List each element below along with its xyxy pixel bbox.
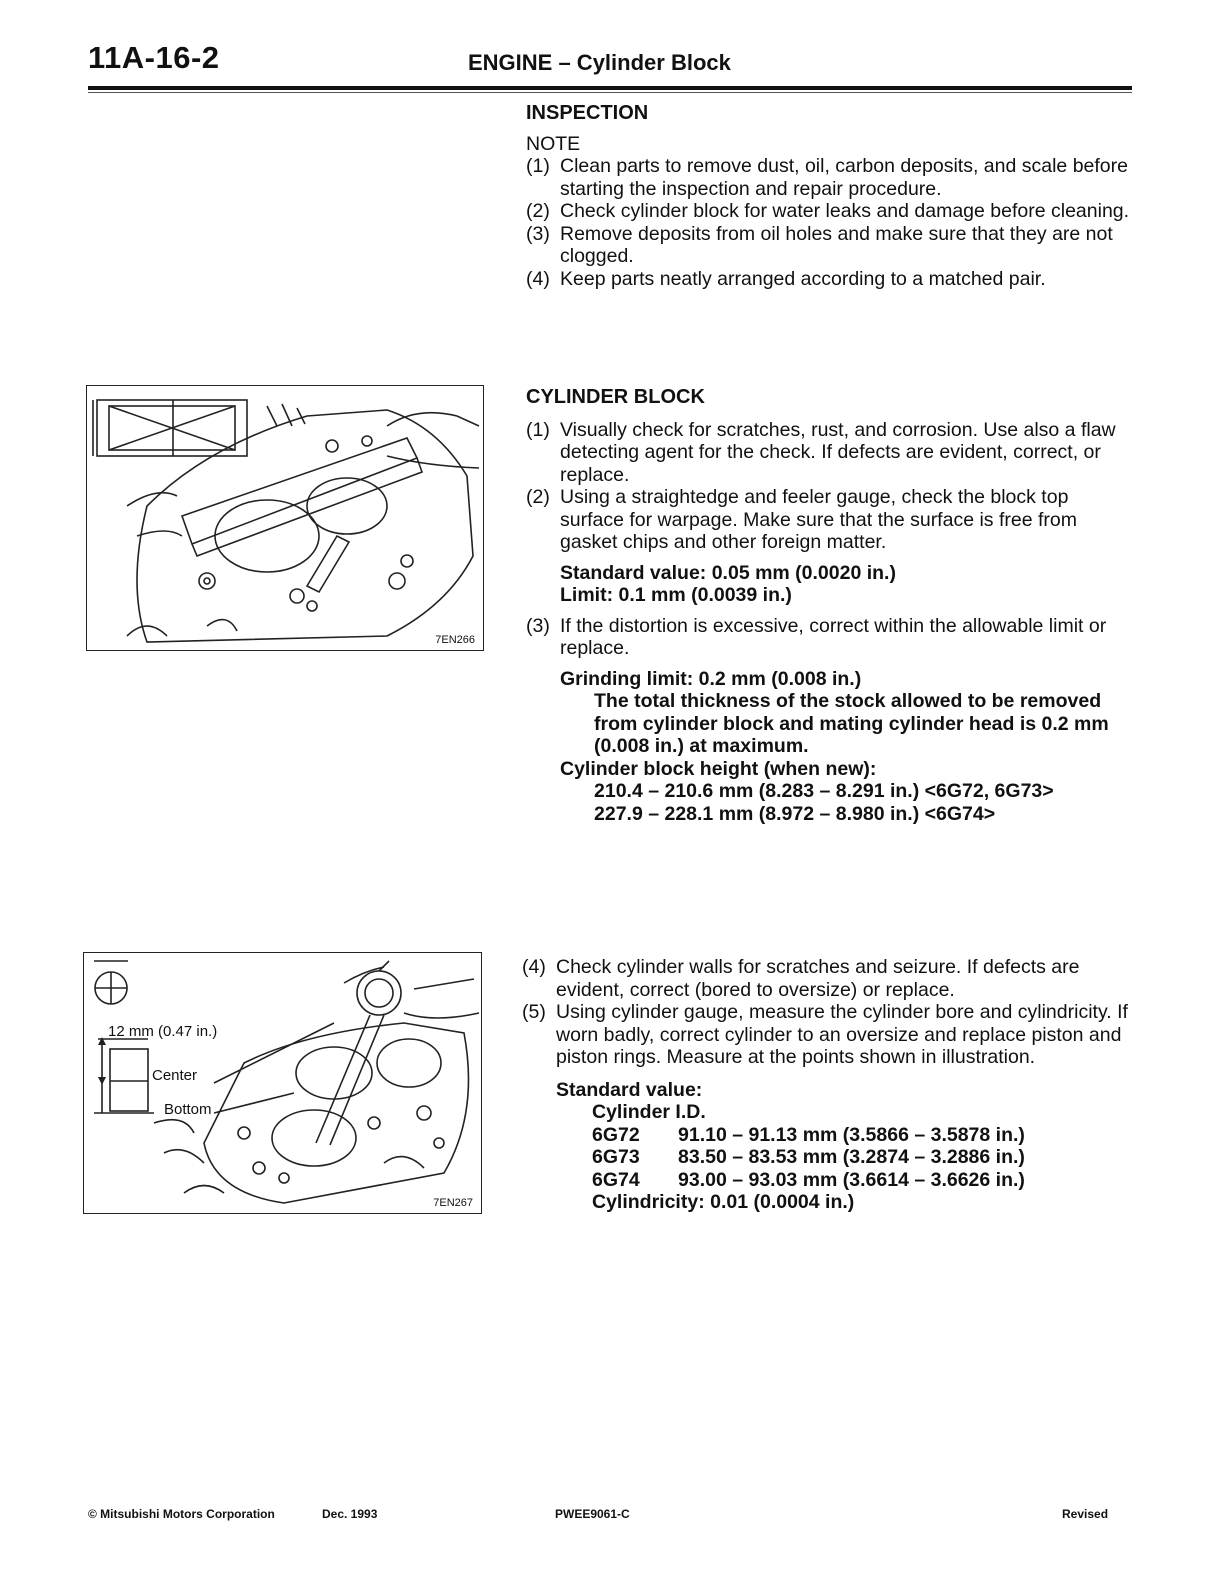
grinding-limit: Grinding limit: 0.2 mm (0.008 in.) <box>560 667 862 690</box>
height-value: 227.9 – 228.1 mm (8.972 – 8.980 in.) <6G74> <box>594 802 996 825</box>
inspection-heading: INSPECTION <box>526 102 649 124</box>
cylinder-walls-item: (5) Using cylinder gauge, measure the cylinder bore and cylindricity. If worn badly, correct cylinder to an oversize and replace piston and piston rings. Measure at the points shown in illustration. <box>522 1001 1128 1068</box>
cylinder-block-section <box>526 386 1130 825</box>
cylinder-gauge-illustration <box>84 953 481 1213</box>
figure-straightedge-check <box>86 385 484 651</box>
spec-row: 6G72 91.10 – 91.13 mm (3.5866 – 3.5878 in.) <box>592 1123 1025 1146</box>
inspection-item: (3) Remove deposits from oil holes and make sure that they are not clogged. <box>526 222 1113 267</box>
footer-status: Revised <box>1062 1507 1109 1521</box>
inspection-item: (4) Keep parts neatly arranged according to a matched pair. <box>526 267 1046 290</box>
cylinder-block-item: (1) Visually check for scratches, rust, and corrosion. Use also a flaw detecting agent for the check. If defects are evident, correct, or replace. <box>526 418 1116 486</box>
standard-value: Standard value: 0.05 mm (0.0020 in.) <box>560 561 896 584</box>
straightedge-illustration <box>87 386 483 650</box>
cylinder-walls-item: (4) Check cylinder walls for scratches and seizure. If defects are evident, correct (bored to oversize) or replace. <box>522 956 1080 1001</box>
standard-value-label: Standard value: <box>556 1078 703 1101</box>
figure-code: 7EN267 <box>433 1197 473 1209</box>
figure-cylinder-gauge <box>83 952 482 1214</box>
cylinder-id-label: Cylinder I.D. <box>592 1101 706 1123</box>
inspection-section <box>526 102 1130 290</box>
header-rule-thin <box>88 92 1132 93</box>
note-label: NOTE <box>526 132 581 155</box>
header-rule <box>88 86 1132 90</box>
inspection-item: (1) Clean parts to remove dust, oil, carbon deposits, and scale before starting the inspection and repair procedure. <box>526 155 1128 200</box>
cylinder-walls-section <box>522 956 1130 1214</box>
figure-code: 7EN266 <box>435 634 475 646</box>
footer-copyright: © Mitsubishi Motors Corporation <box>88 1507 275 1521</box>
cylinder-block-item: (2) Using a straightedge and feeler gauge, check the block top surface for warpage. Make sure that the surface is free from gasket chips and other foreign matter. <box>526 486 1077 553</box>
bottom-label: Bottom <box>164 1101 212 1118</box>
center-label: Center <box>152 1067 198 1084</box>
cylinder-block-heading: CYLINDER BLOCK <box>526 386 705 408</box>
inspection-item: (2) Check cylinder block for water leaks and damage before cleaning. <box>526 200 1130 222</box>
cylinder-block-item: (3) If the distortion is excessive, correct within the allowable limit or replace. <box>526 614 1107 659</box>
spec-row: 6G74 93.00 – 93.03 mm (3.6614 – 3.6626 in.) <box>592 1168 1025 1191</box>
footer-date: Dec. 1993 <box>322 1507 378 1521</box>
page-title: ENGINE – Cylinder Block <box>468 50 731 75</box>
cylindricity-value: Cylindricity: 0.01 (0.0004 in.) <box>592 1191 855 1213</box>
dimension-label: 12 mm (0.47 in.) <box>108 1023 218 1040</box>
limit-value: Limit: 0.1 mm (0.0039 in.) <box>560 584 792 606</box>
height-label: Cylinder block height (when new): <box>560 757 877 780</box>
spec-row: 6G73 83.50 – 83.53 mm (3.2874 – 3.2886 in.) <box>592 1146 1025 1168</box>
footer-doc-code: PWEE9061-C <box>555 1507 630 1521</box>
page-number: 11A-16-2 <box>88 40 220 75</box>
height-value: 210.4 – 210.6 mm (8.283 – 8.291 in.) <6G72, 6G73> <box>594 780 1054 802</box>
grinding-note: The total thickness of the stock allowed to be removed from cylinder block and mating cylinder head is 0.2 mm (0.008 in.) at maximum. <box>594 690 1109 757</box>
